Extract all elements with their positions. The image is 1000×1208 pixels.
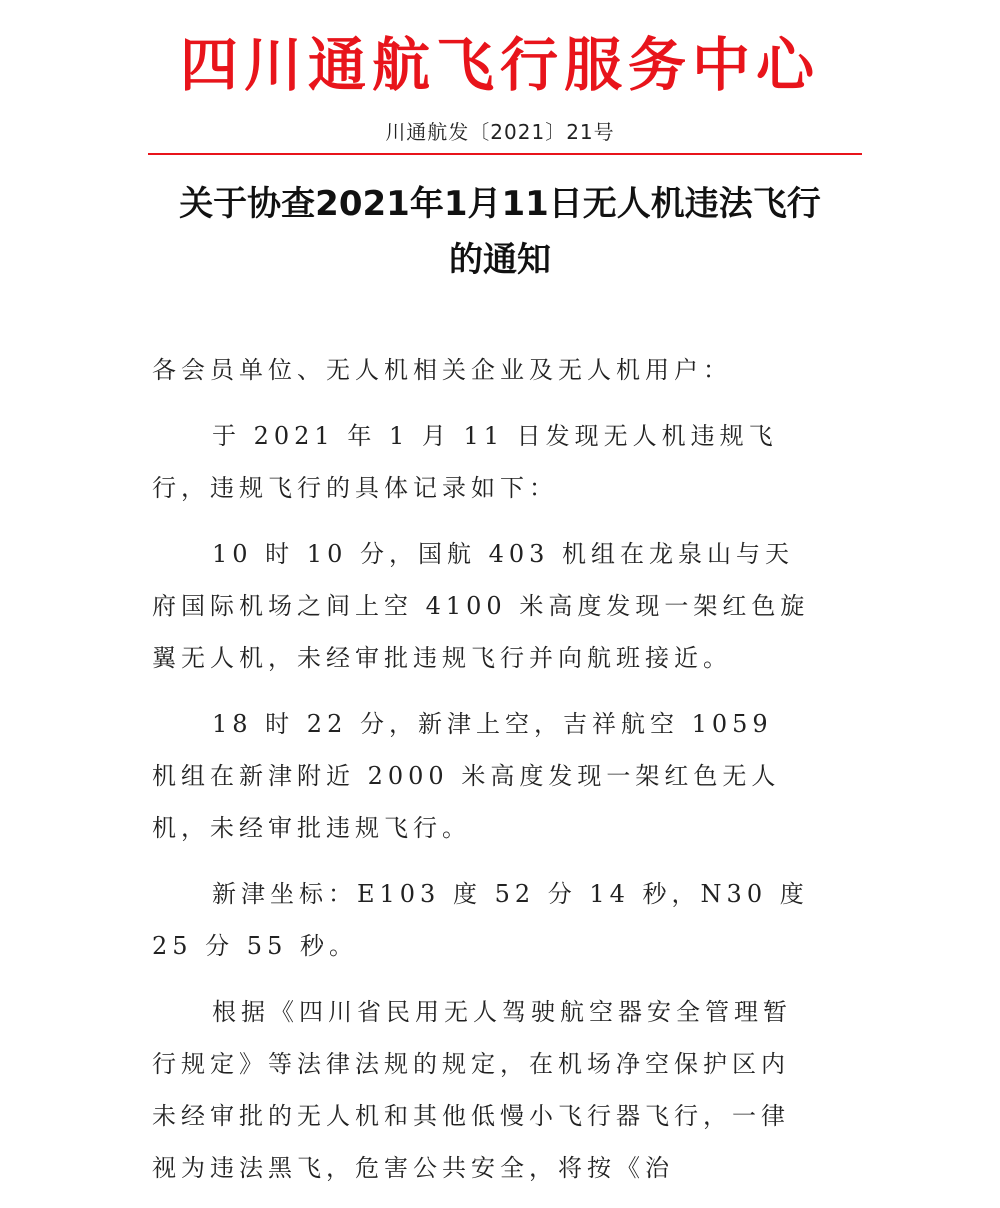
- paragraph-incident-1: 10 时 10 分，国航 403 机组在龙泉山与天府国际机场之间上空 4100 米高度发现一架红色旋翼无人机，未经审批违规飞行并向航班接近。: [152, 540, 810, 672]
- header-divider-line: [148, 153, 862, 155]
- org-header-title: 四川通航飞行服务中心: [179, 31, 820, 99]
- document-body: [152, 344, 812, 1208]
- paragraph-regulation: 根据《四川省民用无人驾驶航空器安全管理暂行规定》等法律法规的规定，在机场净空保护区内未经审批的无人机和其他低慢小飞行器飞行，一律视为违法黑飞，危害公共安全，将按《治: [152, 998, 792, 1182]
- salutation: 各会员单位、无人机相关企业及无人机用户：: [152, 356, 732, 384]
- document-title: [120, 176, 880, 288]
- paragraph-incident-2: 18 时 22 分，新津上空，吉祥航空 1059 机组在新津附近 2000 米高度发现一架红色无人机，未经审批违规飞行。: [152, 710, 781, 842]
- document-title-line-1: 关于协查2021年1月11日无人机违法飞行: [179, 184, 821, 224]
- paragraph-discovery: 于 2021 年 1 月 11 日发现无人机违规飞行，违规飞行的具体记录如下：: [152, 422, 778, 502]
- paragraph-coordinates: 新津坐标：E103 度 52 分 14 秒，N30 度 25 分 55 秒。: [152, 880, 809, 960]
- document-title-line-2: 的通知: [449, 240, 551, 280]
- document-number: 川通航发〔2021〕21号: [385, 120, 615, 144]
